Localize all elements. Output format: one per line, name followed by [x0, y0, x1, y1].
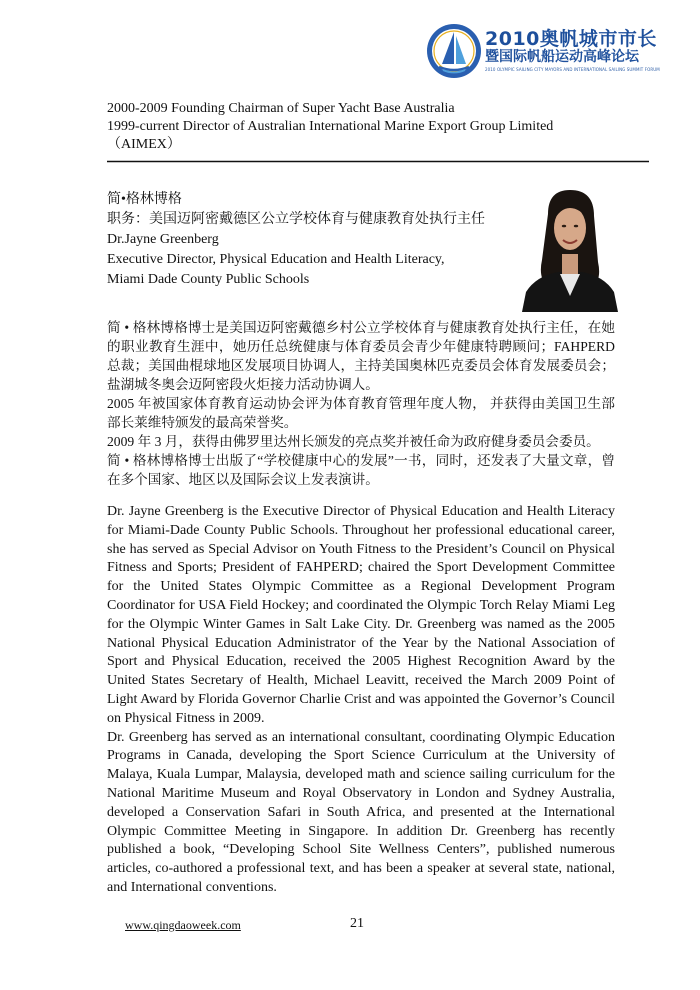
name-en: Dr.Jayne Greenberg	[107, 232, 219, 247]
logo-subtitle: 暨国际帆船运动高峰论坛	[485, 49, 639, 65]
bio-zh-paragraph: 2009 年 3 月，获得由佛罗里达州长颁发的亮点奖并被任命为政府健身委员会委员。	[107, 434, 600, 449]
profile-header	[107, 190, 485, 290]
sailing-forum-emblem-icon	[425, 22, 483, 80]
bio-en-paragraph: Dr. Jayne Greenberg is the Executive Director of Physical Education and Health Literacy for Miami-Dade County Public Schools. Throughout her professional educational career, she has served as Special Advisor on Youth Fitness to the President’s Council on Physical Fitness and Sports; President of FAHPERD; chaired the Sport Development Committee for the United States Olympic Committee as a Regional Development Program Coordinator for USA Field Hockey; and coordinated the Olympic Torch Relay Miami Leg for the Olympic Winter Games in Salt Lake City. Dr. Greenberg was named as the 2005 National Physical Education Administrator of the Year by the National Association of Sport and Physical Education, received the 2005 Highest Recognition Award by the United States Secretary of Health, Michael Leavitt, received the March 2009 Point of Light Award by Florida Governor Charlie Crist and was appointed the Governor’s Council on Physical Fitness in 2009.	[107, 504, 615, 726]
footer-website-link[interactable]: www.qingdaoweek.com	[125, 918, 241, 932]
name-zh: 简•格林博格	[107, 192, 182, 207]
bio-chinese	[107, 318, 615, 489]
career-line: 1999-current Director of Australian International Marine Export Group Limited	[107, 119, 554, 134]
portrait-photo	[518, 184, 621, 312]
bio-zh-paragraph: 简 • 格林博格博士出版了“学校健康中心的发展”一书，同时，还发表了大量文章，曾在多个国家、地区以及国际会议上发表演讲。	[107, 453, 615, 487]
career-line: （AIMEX）	[107, 137, 181, 152]
bio-en-paragraph: Dr. Greenberg has served as an international consultant, coordinating Olympic Education Programs in Canada, developing the Sport Science Curriculum at the University of Malaya, Kuala Lumpar, Malaysia, developed math and science sailing curriculum for the National Maritime Museum and Royal Observatory in London and Sydney Australia, developed a Conservation Safari in South Africa, and presented at the International Olympic Committee Meeting in Singapore. In addition Dr. Greenberg has recently published a book, “Developing School Site Wellness Centers”, published numerous articles, co-authored a professional text, and has been a speaker at several state, national, and International conventions.	[107, 729, 615, 895]
career-line: 2000-2009 Founding Chairman of Super Yacht Base Australia	[107, 101, 455, 116]
previous-profile-tail	[107, 100, 553, 154]
title-en-line: Executive Director, Physical Education and Health Literacy,	[107, 252, 445, 267]
title-zh: 职务：美国迈阿密戴德区公立学校体育与健康教育处执行主任	[107, 212, 485, 227]
section-divider	[107, 160, 649, 163]
logo-english-subtitle: 2010 OLYMPIC SAILING CITY MAYORS AND INTERNATIONAL SAILING SUMMIT FORUM	[485, 67, 660, 72]
logo-title: 2010奥帆城市市长	[485, 28, 657, 50]
title-en-line: Miami Dade County Public Schools	[107, 272, 310, 287]
bio-english	[107, 503, 615, 898]
page-number: 21	[350, 916, 364, 931]
bio-zh-paragraph: 简 • 格林博格博士是美国迈阿密戴德乡村公立学校体育与健康教育处执行主任，在她的职业教育生涯中，她历任总统健康与体育委员会青少年健康特聘顾问；FAHPERD总裁；美国曲棍球地区发展项目协调人，主持美国奥林匹克委员会体育发展委员会；盐湖城冬奥会迈阿密段火炬接力活动协调人。	[107, 320, 615, 392]
bio-zh-paragraph: 2005 年被国家体育教育运动协会评为体育教育管理年度人物， 并获得由美国卫生部部长莱维特颁发的最高荣誉奖。	[107, 396, 615, 430]
forum-logo	[425, 22, 660, 80]
